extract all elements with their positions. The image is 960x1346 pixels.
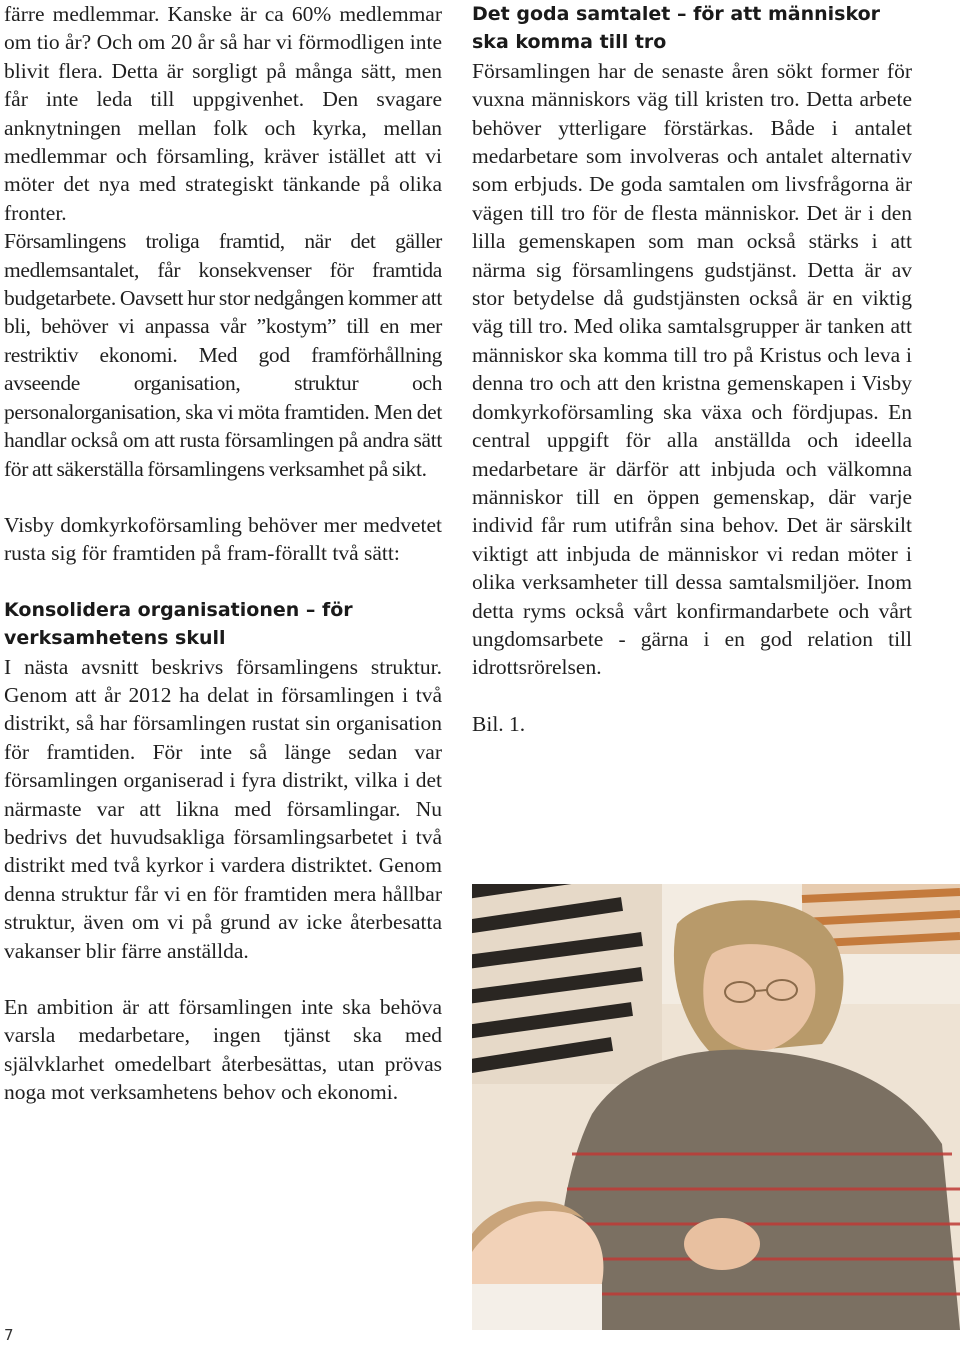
paragraph: Församlingen har de senaste åren sökt former för vuxna människors väg till kristen tro. Detta arbete behöver ytterligare förstärkas. Både i antalet medarbetare som involveras och antalet alternativ som erbjuds. De goda samtalen om livsfrågorna är vägen till tro för de flesta människor. Det är i den lilla gemenskapen som man också stärks i att närma sig församlingens gudstjänst. Detta är av stor betydelse då gudstjänsten också är en viktig väg till tro. Med olika samtalsgrupper är tanken att människor ska komma till tro på Kristus och leva i denna tro och att den kristna gemenskapen i Visby domkyrkoförsamling ska växa och fördjupas. En central uppgift för alla anställda och ideella medarbetare är därför att inbjuda och välkomna människor till en öppen gemenskap, där varje individ får rum utifrån sina behov. Det är särskilt viktigt att inbjuda de människor vi redan möter i olika verksamheter till dessa samtalsmiljöer. Inom detta ryms också vårt konfirmandarbete och vårt ungdomsarbete - gärna i en god relation till idrottsrörelsen. [472, 58, 912, 680]
paragraph: En ambition är att församlingen inte ska behöva varsla medarbetare, ingen tjänst ska med självklarhet omedelbart återbesättas, utan prövas noga mot verksamhetens behov och ekonomi. [4, 995, 442, 1105]
left-column [4, 0, 442, 1107]
right-column [472, 0, 912, 738]
paragraph: färre medlemmar. Kanske är ca 60% medlemmar om tio år? Och om 20 år så har vi förmodligen inte blivit flera. Detta är sorgligt på många sätt, men får inte leda till uppgivenhet. Den svagare anknytningen mellan folk och kyrka, mellan medlemmar och församling, kräver istället att vi möter det nya med strategiskt tänkande på olika fronter. [4, 2, 442, 225]
paragraph: Församlingens troliga framtid, när det gäller medlemsantalet, får konsekvenser för framtida budgetarbete. Oavsett hur stor nedgången kommer att bli, behöver vi anpassa vår ”kostym” till en mer restriktiv ekonomi. Med god framförhållning avseende organisation, struktur och personalorganisation, ska vi möta framtiden. Men det handlar också om att rusta församlingen på andra sätt för att säkerställa församlingens verksamhet på sikt. [4, 229, 442, 481]
paragraph: Visby domkyrkoförsamling behöver mer medvetet rusta sig för framtiden på fram-förallt två sätt: [4, 512, 442, 566]
page-number: 7 [4, 1326, 14, 1344]
photo-woman-with-child [472, 884, 960, 1330]
section-heading: Konsolidera organisationen – för verksamhetens skull [4, 598, 353, 650]
striped-fabric [472, 884, 662, 1084]
paragraph: I nästa avsnitt beskrivs församlingens struktur. Genom att år 2012 ha delat in församlingen i två distrikt, så har församlingen rustat sin organisation för framtiden. För inte så länge sedan var församlingen organiserad i fyra distrikt, vilka i det närmaste var att likna med församlingar. Nu bedrivs det huvudsakliga församlingsarbetet i två distrikt med två kyrkor i vardera distriktet. Genom denna struktur får vi en för framtiden mera hållbar struktur, även om vi på grund av icke återbesatta vakanser blir färre anställda. [4, 654, 442, 963]
section-heading: Det goda samtalet – för att människor ska komma till tro [472, 3, 881, 54]
figure-caption: Bil. 1. [472, 711, 526, 736]
